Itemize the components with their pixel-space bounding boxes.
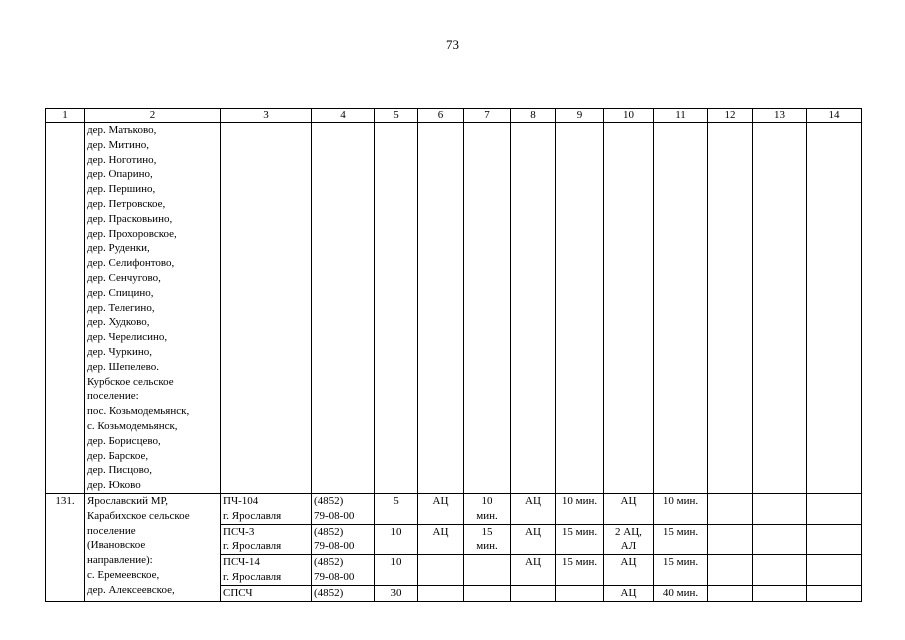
row-number-cell <box>46 123 85 494</box>
time-cell-2: 15 мин. <box>654 555 708 586</box>
unit-cell <box>221 493 312 524</box>
settlement-line: дер. Телегино, <box>87 301 155 314</box>
time-cell: 10 мин. <box>556 493 604 524</box>
settlement-line: поселение: <box>87 390 139 403</box>
page-number: 73 <box>446 37 459 52</box>
arrival-cell <box>464 585 511 601</box>
unit-line: г. Ярославля <box>223 570 282 583</box>
arrival-line: мин. <box>476 509 498 522</box>
arrival-cell <box>464 493 511 524</box>
distance-cell: 10 <box>375 555 418 586</box>
equipment-cell-3 <box>604 493 654 524</box>
distance-cell: 10 <box>375 524 418 555</box>
arrival-cell <box>464 524 511 555</box>
phone-cell <box>312 524 375 555</box>
settlement-line: Курбское сельское <box>87 375 174 388</box>
territory-line: Ярославский МР, <box>87 494 169 507</box>
column-header: 1 <box>46 109 85 123</box>
phone-cell <box>312 555 375 586</box>
empty-cell <box>708 524 753 555</box>
phone-line: (4852) <box>314 586 344 599</box>
unit-cell <box>221 524 312 555</box>
settlement-line: дер. Писцово, <box>87 464 152 477</box>
equipment-cell-3 <box>604 524 654 555</box>
settlement-line: дер. Спицино, <box>87 286 154 299</box>
settlement-line: дер. Матьково, <box>87 124 157 136</box>
equipment-cell: АЦ <box>418 493 464 524</box>
unit-cell <box>221 555 312 586</box>
continued-row <box>46 123 862 494</box>
column-header: 5 <box>375 109 418 123</box>
phone-line: (4852) <box>314 525 344 538</box>
empty-cell <box>807 585 862 601</box>
phone-line: (4852) <box>314 556 344 569</box>
settlement-line: дер. Шепелево. <box>87 360 159 373</box>
phone-line: 79-08-00 <box>314 570 355 583</box>
phone-line: (4852) <box>314 494 344 507</box>
empty-cell <box>807 555 862 586</box>
settlement-line: дер. Першино, <box>87 183 156 196</box>
arrival-line: мин. <box>476 540 498 553</box>
settlement-line: дер. Митино, <box>87 138 149 151</box>
unit-cell <box>221 585 312 601</box>
phone-line: 79-08-00 <box>314 540 355 553</box>
equipment-line: АЛ <box>620 540 637 553</box>
equipment-line: 2 АЦ, <box>615 525 642 538</box>
equipment-cell-3 <box>604 585 654 601</box>
column-header: 6 <box>418 109 464 123</box>
equipment-line: АЦ <box>620 556 637 569</box>
equipment-cell <box>418 585 464 601</box>
equipment-cell-2: АЦ <box>511 524 556 555</box>
territory-line: поселение <box>87 524 136 537</box>
time-cell <box>556 585 604 601</box>
empty-cell <box>753 555 807 586</box>
time-cell: 15 мин. <box>556 524 604 555</box>
phone-cell <box>312 493 375 524</box>
column-header: 8 <box>511 109 556 123</box>
unit-line: СПСЧ <box>223 586 253 599</box>
equipment-line: АЦ <box>620 586 637 599</box>
column-header: 9 <box>556 109 604 123</box>
equipment-line: АЦ <box>620 494 637 507</box>
settlement-line: дер. Петровское, <box>87 197 166 210</box>
settlement-line: дер. Прохоровское, <box>87 227 177 240</box>
settlement-line: дер. Селифонтово, <box>87 257 175 270</box>
equipment-cell-3 <box>604 555 654 586</box>
settlement-line: дер. Сенчугово, <box>87 271 161 284</box>
equipment-cell-2: АЦ <box>511 493 556 524</box>
equipment-cell <box>418 555 464 586</box>
settlement-line: пос. Козьмодемьянск, <box>87 405 190 418</box>
column-header: 4 <box>312 109 375 123</box>
column-header: 10 <box>604 109 654 123</box>
row-number-cell: 131. <box>46 493 85 601</box>
equipment-cell-2: АЦ <box>511 555 556 586</box>
arrival-cell <box>464 555 511 586</box>
column-header: 13 <box>753 109 807 123</box>
settlement-line: дер. Барское, <box>87 449 149 462</box>
equipment-cell: АЦ <box>418 524 464 555</box>
equipment-cell-2 <box>511 585 556 601</box>
empty-cell <box>807 493 862 524</box>
phone-line: 79-08-00 <box>314 509 355 522</box>
column-header: 11 <box>654 109 708 123</box>
column-header: 2 <box>85 109 221 123</box>
unit-line: ПЧ-104 <box>223 494 259 507</box>
distance-cell: 5 <box>375 493 418 524</box>
time-cell-2: 10 мин. <box>654 493 708 524</box>
empty-cell <box>753 585 807 601</box>
settlement-line: дер. Худково, <box>87 316 150 329</box>
empty-cell <box>807 524 862 555</box>
arrival-line: 15 <box>481 525 493 538</box>
unit-line: ПСЧ-14 <box>223 556 260 569</box>
empty-cell <box>708 555 753 586</box>
territory-line: направление): <box>87 554 153 567</box>
settlement-line: дер. Чуркино, <box>87 345 152 358</box>
time-cell-2: 40 мин. <box>654 585 708 601</box>
settlement-line: дер. Руденки, <box>87 242 150 255</box>
empty-cell <box>753 493 807 524</box>
settlement-line: дер. Ноготино, <box>87 153 157 166</box>
territory-line: дер. Алексеевское, <box>87 583 175 596</box>
territory-cell <box>85 493 221 601</box>
unit-line: г. Ярославля <box>223 540 282 553</box>
territory-line: с. Еремеевское, <box>87 568 160 581</box>
arrival-line: 10 <box>481 494 493 507</box>
distance-cell: 30 <box>375 585 418 601</box>
time-cell-2: 15 мин. <box>654 524 708 555</box>
empty-cell <box>708 493 753 524</box>
column-header: 12 <box>708 109 753 123</box>
territory-line: Карабихское сельское <box>87 509 190 522</box>
column-header: 3 <box>221 109 312 123</box>
empty-cell <box>708 585 753 601</box>
empty-cell <box>753 524 807 555</box>
row-131-unit <box>46 493 862 524</box>
settlement-line: дер. Прасковьино, <box>87 212 173 225</box>
settlement-line: дер. Юково <box>87 479 141 492</box>
time-cell: 15 мин. <box>556 555 604 586</box>
settlements-cell <box>85 123 221 494</box>
territory-line: (Ивановское <box>87 539 146 552</box>
settlement-line: дер. Опарино, <box>87 168 153 181</box>
settlement-line: дер. Борисцево, <box>87 434 161 447</box>
settlement-line: дер. Черелисино, <box>87 331 168 344</box>
fire-coverage-table <box>45 108 862 602</box>
unit-line: г. Ярославля <box>223 509 282 522</box>
phone-cell <box>312 585 375 601</box>
header-row <box>46 109 862 123</box>
column-header: 14 <box>807 109 862 123</box>
unit-line: ПСЧ-3 <box>223 525 255 538</box>
settlement-line: с. Козьмодемьянск, <box>87 419 178 432</box>
column-header: 7 <box>464 109 511 123</box>
